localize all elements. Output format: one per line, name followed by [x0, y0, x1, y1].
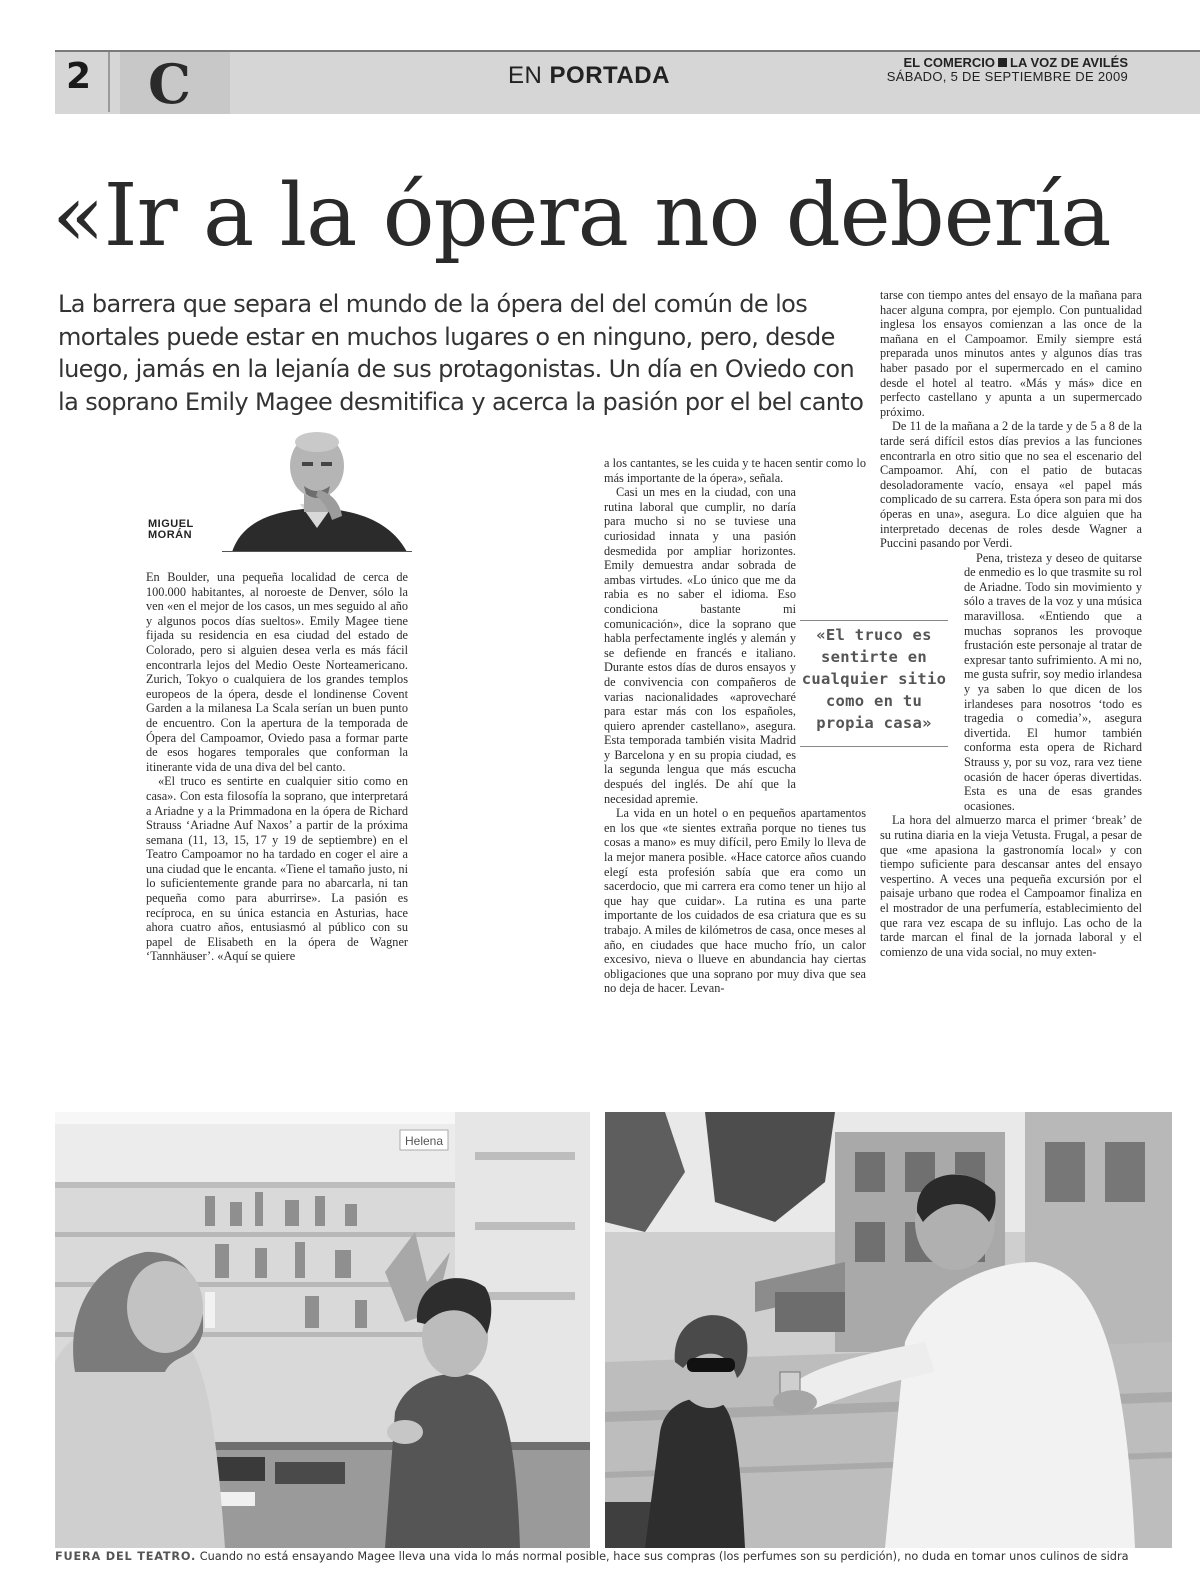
caption-label: FUERA DEL TEATRO.: [55, 1550, 197, 1563]
author-byline: [148, 519, 194, 541]
paper-name-left: EL COMERCIO: [903, 55, 996, 70]
paragraph: Pena, tristeza y deseo de quitarse de enmedio es lo que trasmite su rol de Ariadne. Todo sin movimiento y sólo a traves de la voz y una música maravillosa. «Entiendo que a muchas sopranos les provoque frustación este personaje al tratar de expresar tanto sufrimiento. A mi no, me gusta sufrir, soy medio irlandesa y ya saben lo que dicen de los irlandeses para nosotros ‘todo es tragedia o comedia’», asegura divertida. El humor también conforma esta opera de Richard Strauss y, por su voz, rara vez tiene ocasión de hacer óperas divertidas. Esta es una de esas grandes ocasiones.: [964, 550, 1142, 813]
paper-masthead: [870, 56, 1128, 84]
header-divider: [108, 52, 110, 112]
paragraph: La hora del almuerzo marca el primer ‘break’ de su rutina diaria en la vieja Vetusta. Frugal, a pesar de que «me apasiona la gastronomía local» y con tiempo suficiente para descansar antes del ensayo vespertino. A veces una pequeña excursión por el paisaje urbano que rodea el Campoamor finaliza en el mostrador de una perfumería, establecimiento del que rara vez escapa de su influjo. Las ocho de la tarde marcan el final de la jornada laboral y el comienzo de una vida social, no muy exten-: [880, 813, 1142, 959]
page-number: 2: [66, 56, 92, 97]
article-column-1: [146, 570, 408, 964]
section-name: PORTADA: [549, 62, 670, 89]
paragraph: «El truco es sentirte en cualquier sitio como en casa». Con esta filosofía la soprano, que interpretará a Ariadne y a la Primmadona en la ópera de Richard Strauss ‘Ariadne Auf Naxos’ a partir de la próxima semana (11, 13, 15, 17 y 19 de septiembre) en el Teatro Campoamor no ha tardado en coger el aire a una ciudad que le encanta. «Tiene el tamaño justo, ni lo suficientemente grande para no abarcarla, ni tan pequeña como para aburrirse». La pasión es recíproca, en su única estancia en Asturias, hace ahora cuatro años, entusiasmó al público con su papel de Elisabeth en la ópera de Wagner ‘Tannhäuser’. «Aquí se quiere: [146, 774, 408, 964]
paragraph: tarse con tiempo antes del ensayo de la mañana para hacer alguna compra, por ejemplo. Con puntualidad inglesa los ensayos comienzan a las once de la mañana en el Campoamor. Emily siempre está preparada unos minutos antes y algunos días tras haber pasado por el supermercado en el camino desde el hotel al teatro. «Más y más» dice en perfecto castellano y apunta a un supermercado próximo.: [880, 288, 1142, 419]
paragraph: La vida en un hotel o en pequeños apartamentos en los que «te sientes extraña porque no tienes tus cosas a mano» es muy difícil, pero Emily lo lleva de la mejor manera posible. «Hace catorce años cuando elegí esta profesión sabía que era como un sacerdocio, que mi carrera era como tener un hijo al que hay que cuidar». La rutina es una parte importante de los cuidados de esa criatura que es su trabajo. A miles de kilómetros de casa, once meses al año, en ciudades que hace mucho frío, un calor excesivo, nieva o llueve en abundancia hay ciertas obligaciones que una soprano por muy diva que sea no deja de hacer. Levan-: [604, 806, 866, 996]
section-logo-letter: C: [148, 52, 191, 116]
paragraph: De 11 de la mañana a 2 de la tarde y de 5 a 8 de la tarde será difícil estos días previos a las funciones encontrarla en otro sitio que no sea el escenario del Campoamor. Ahí, con el patio de butacas desoladoramente vacío, ensaya «el papel más complicado de su carrera. Esta ópera son para mi dos óperas en una», asegura. Lo dice alguien que ha interpretado decenas de roles desde Wagner a Puccini pasando por Verdi.: [880, 419, 1142, 551]
photo-perfume-shop: [55, 1112, 590, 1548]
headline: «Ir a la ópera no debería: [52, 166, 1111, 266]
paper-name-right: LA VOZ DE AVILÉS: [1010, 55, 1128, 70]
deck: La barrera que separa el mundo de la ópera del del común de los mortales puede estar en muchos lugares o en ninguno, pero, desde luego, jamás en la lejanía de sus protagonistas. Un día en Oviedo con la soprano Emily Magee desmitifica y acerca la pasión por el bel canto: [58, 290, 864, 416]
caption-text: Cuando no está ensayando Magee lleva una vida lo más normal posible, hace sus compras (los perfumes son su perdición), no duda en tomar unos culinos de sidra: [199, 1550, 1129, 1563]
paragraph: Casi un mes en la ciudad, con una rutina laboral que cumplir, no daría para mucho si no se tuviese una curiosidad innata y una pasión desmedida por ampliar horizontes. Emily demuestra andar sobrada de ambas virtudes. «Lo único que me da rabia es no saber el idioma. Eso condiciona bastante mi comunicación», dice la soprano que habla perfectamente inglés y alemán y se defiende en francés e italiano. Durante estos días de duros ensayos y de convivencia con compañeros de varias nacionalidades «aprovecharé para estar más con los españoles, quiero aprender castellano», asegura. Esta temporada también visita Madrid y Barcelona y en su propia ciudad, es la segunda lengua que más escucha después del inglés. De ahí que la necesidad apremie.: [604, 485, 796, 806]
pullquote-rule-bottom: [800, 746, 948, 747]
paragraph: En Boulder, una pequeña localidad de cerca de 100.000 habitantes, al noroeste de Denver, sólo la ven «en el mejor de los casos, un mes seguido al año y algunos pocos días sueltos». Emily Magee tiene fijada su residencia en esa ciudad del estado de Colorado, pero si alguien desea verla es más fácil encontrarla lejos del Medio Oeste Norteamericano. Zurich, Tokyo o cualquiera de los grandes templos europeos de la ópera, desde el londinense Covent Garden a la milanesa La Scala serían un buen punto de encuentro. Con la apertura de la temporada de Ópera del Campoamor, Oviedo pasa a formar parte de esos hogares temporales que conforman la itinerante vida de una diva del bel canto.: [146, 570, 408, 774]
shop-sign: Helena: [404, 1134, 444, 1148]
square-bullet-icon: [998, 58, 1007, 67]
section-title: [508, 62, 670, 90]
paragraph: a los cantantes, se les cuida y te hacen sentir como lo más importante de la ópera», señala.: [604, 456, 866, 485]
byline-last: MORÁN: [148, 529, 193, 541]
section-prefix: EN: [508, 62, 543, 89]
issue-date: SÁBADO, 5 DE SEPTIEMBRE DE 2009: [886, 69, 1128, 84]
pull-quote: «El truco es sentirte en cualquier sitio como en tu propia casa»: [801, 626, 947, 732]
photo-street-scene: [605, 1112, 1172, 1548]
author-portrait: [222, 432, 412, 552]
photo-caption: [55, 1550, 1200, 1563]
byline-first: MIGUEL: [148, 518, 194, 530]
pullquote-rule-top: [800, 620, 948, 621]
